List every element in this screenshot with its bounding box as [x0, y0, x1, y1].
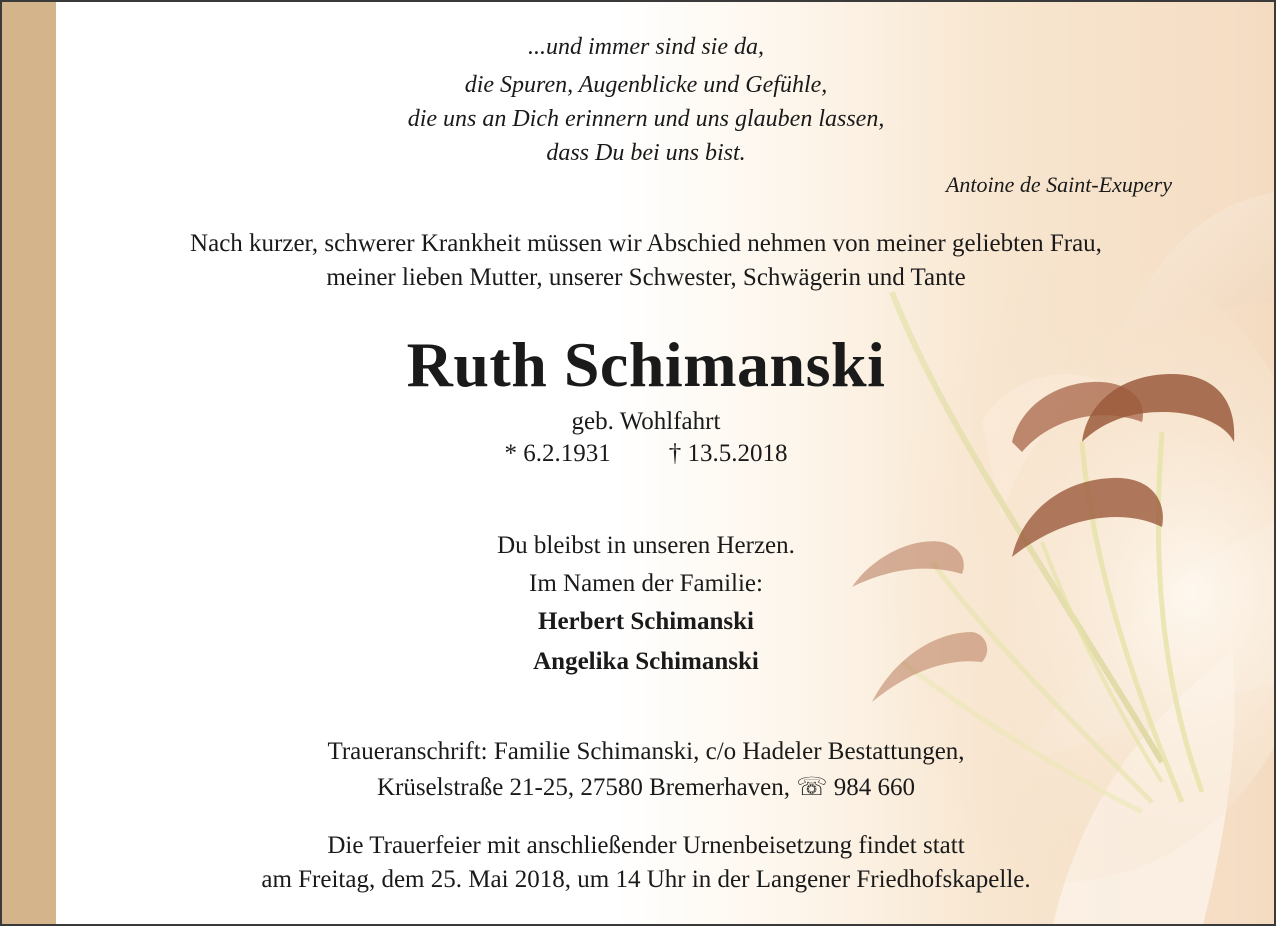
ceremony-line-1: Die Trauerfeier mit anschließender Urnenbeisetzung findet statt: [327, 832, 965, 859]
ceremony-line-2: am Freitag, dem 25. Mai 2018, um 14 Uhr in der Langener Friedhofskapelle.: [261, 866, 1031, 893]
closing-line: Du bleibst in unseren Herzen.: [497, 532, 795, 559]
on-behalf-line: Im Namen der Familie:: [529, 570, 763, 597]
death-date: † 13.5.2018: [668, 440, 788, 467]
birth-name: geb. Wohlfahrt: [571, 408, 721, 435]
intro-line-1: Nach kurzer, schwerer Krankheit müssen wir Abschied nehmen von meiner geliebten Frau,: [190, 230, 1102, 257]
quote-line-1: ...und immer sind sie da,: [528, 34, 764, 60]
intro-line-2: meiner lieben Mutter, unserer Schwester, Schwägerin und Tante: [326, 264, 966, 291]
address-line-1: Traueranschrift: Familie Schimanski, c/o Hadeler Bestattungen,: [327, 738, 965, 765]
signer-1: Herbert Schimanski: [538, 608, 754, 635]
quote-author: Antoine de Saint-Exupery: [945, 172, 1172, 197]
quote-line-3: die uns an Dich erinnern und uns glauben lassen,: [407, 106, 885, 132]
quote-line-2: die Spuren, Augenblicke und Gefühle,: [464, 72, 828, 98]
signer-2: Angelika Schimanski: [533, 648, 759, 675]
life-dates: [56, 440, 1236, 468]
deceased-name: Ruth Schimanski: [406, 329, 886, 400]
quote-line-4: dass Du bei uns bist.: [546, 140, 746, 166]
address-line-2: Krüselstraße 21-25, 27580 Bremerhaven, ☏ 984 660: [376, 774, 916, 801]
birth-date: * 6.2.1931: [504, 440, 611, 467]
